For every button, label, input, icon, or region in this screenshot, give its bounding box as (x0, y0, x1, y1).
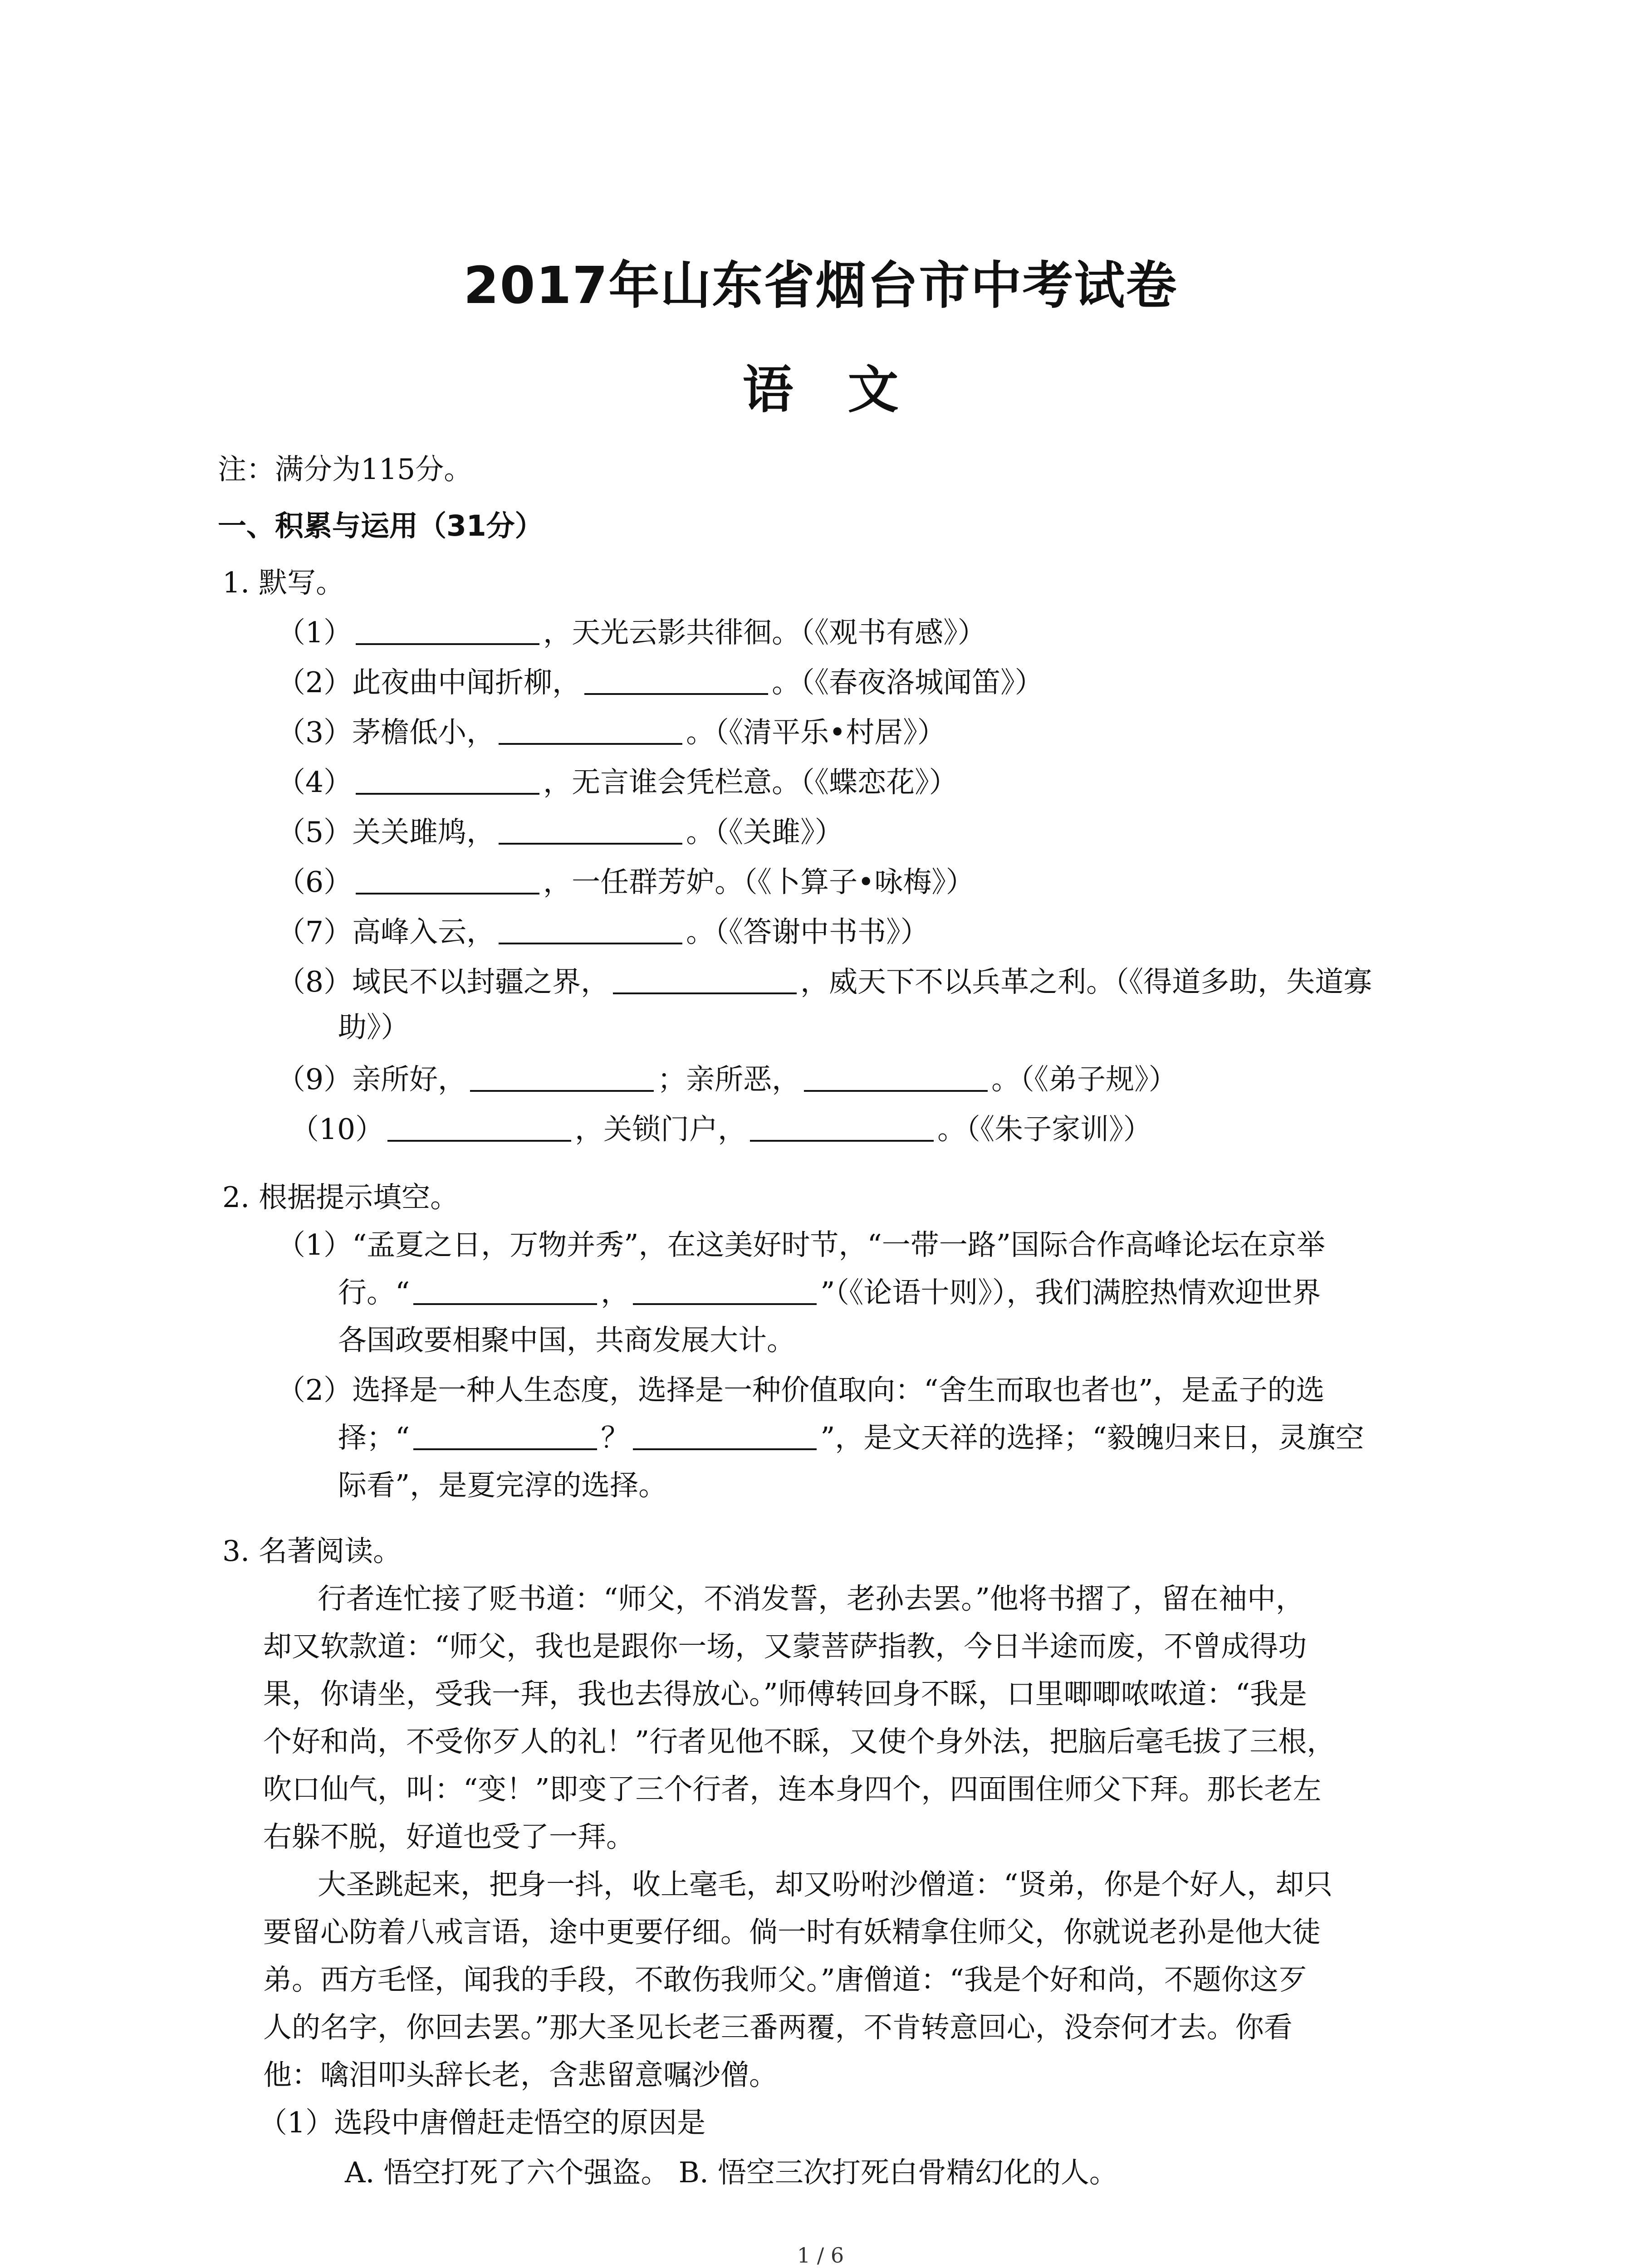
q1-item-8-cont (338, 1007, 410, 1048)
q3-sub-question-1: （1）选段中唐僧赶走悟空的原因是 (259, 2106, 706, 2139)
answer-blank[interactable] (584, 663, 768, 695)
item-number: （4） (277, 766, 353, 799)
item-number: （5） (277, 816, 353, 849)
q2-2-line-2 (338, 1418, 1364, 1458)
item-text: ，关锁门户， (575, 1113, 747, 1146)
item-text: ， (601, 1276, 630, 1309)
item-text: 域民不以封疆之界， (352, 965, 610, 998)
item-text: 。（《春夜洛城闻笛》） (772, 666, 1043, 699)
item-text: ；亲所恶， (657, 1063, 801, 1096)
item-text: 此夜曲中闻折柳， (352, 666, 581, 699)
passage-line: 行者连忙接了贬书道：“师父，不消发誓，老孙去罢。”他将书摺了，留在袖中， (318, 1582, 1304, 1615)
passage-line: 他：噙泪叩头辞长老，含悲留意嘱沙僧。 (263, 2058, 778, 2092)
passage-line: 吹口仙气，叫：“变！”即变了三个行者，连本身四个，四面围住师父下拜。那长老左 (263, 1773, 1322, 1806)
answer-blank[interactable] (356, 763, 539, 795)
q1-item-5 (277, 812, 843, 853)
q1-item-2 (277, 662, 1043, 703)
item-number: （1） (277, 616, 353, 649)
item-text: ，一任群芳妒。（《卜算子•咏梅》） (543, 865, 975, 899)
item-number: （6） (277, 865, 353, 899)
q1-item-7 (277, 912, 929, 953)
answer-blank[interactable] (356, 613, 539, 645)
answer-blank[interactable] (804, 1060, 988, 1092)
passage-line: 个好和尚，不受你歹人的礼！”行者见他不睬，又使个身外法，把脑后毫毛拔了三根， (263, 1725, 1336, 1758)
page-number: 1 / 6 (797, 2243, 844, 2268)
passage-line: 却又软款道：“师父，我也是跟你一场，又蒙菩萨指教，今日半途而废，不曾成得功 (263, 1630, 1307, 1663)
answer-blank[interactable] (356, 863, 539, 894)
section-heading: 一、积累与运用（31分） (218, 509, 544, 543)
item-number: （2） (277, 666, 353, 699)
answer-blank[interactable] (750, 1110, 934, 1142)
answer-blank[interactable] (499, 713, 682, 745)
q1-item-8 (277, 962, 1372, 1002)
item-text: ，天光云影共徘徊。（《观书有感》） (543, 616, 986, 649)
item-text: ，无言谁会凭栏意。（《蝶恋花》） (543, 766, 958, 799)
q2-2-line-3: 际看”，是夏完淳的选择。 (338, 1469, 667, 1502)
answer-blank[interactable] (633, 1273, 817, 1305)
q1-item-9 (277, 1059, 1177, 1100)
q2-1-line-3: 各国政要相聚中国，共商发展大计。 (338, 1324, 795, 1357)
q2-2-line-1: （2）选择是一种人生态度，选择是一种价值取向：“舍生而取也者也”，是孟子的选 (277, 1374, 1325, 1407)
passage-line: 大圣跳起来，把身一抖，收上毫毛，却又吩咐沙僧道：“贤弟，你是个好人，却只 (318, 1868, 1333, 1901)
subject-title: 语文 (742, 361, 953, 420)
score-note: 注：满分为115分。 (218, 453, 473, 486)
answer-blank[interactable] (413, 1273, 597, 1305)
item-text: 。（《答谢中书书》） (686, 915, 929, 948)
item-text: ”（《论语十则》），我们满腔热情欢迎世界 (820, 1276, 1321, 1309)
answer-blank[interactable] (613, 963, 797, 994)
answer-blank[interactable] (413, 1418, 597, 1450)
q1-item-4 (277, 762, 958, 803)
item-text: 高峰入云， (352, 915, 495, 948)
item-text: 行。“ (338, 1276, 410, 1309)
q1-item-6 (277, 862, 975, 903)
answer-blank[interactable] (633, 1418, 817, 1450)
item-text: 。（《弟子规》） (991, 1063, 1177, 1096)
item-text: 关关雎鸠， (352, 816, 495, 849)
exam-title: 2017年山东省烟台市中考试卷 (463, 256, 1178, 315)
passage-line: 弟。西方毛怪，闻我的手段，不敢伤我师父。”唐僧道：“我是个好和尚，不题你这歹 (263, 1963, 1307, 1996)
passage-line: 果，你请坐，受我一拜，我也去得放心。”师傅转回身不睬，口里唧唧哝哝道：“我是 (263, 1677, 1307, 1711)
item-text: 亲所好， (352, 1063, 467, 1096)
q1-item-3 (277, 712, 946, 753)
item-text: 。（《朱子家训》） (937, 1113, 1152, 1146)
item-text: 。（《关雎》） (686, 816, 843, 849)
item-text: ”，是文天祥的选择；“毅魄归来日，灵旗空 (820, 1421, 1364, 1454)
item-text: 茅檐低小， (352, 716, 495, 749)
answer-blank[interactable] (499, 813, 682, 845)
answer-blank[interactable] (470, 1060, 654, 1092)
answer-blank[interactable] (387, 1110, 571, 1142)
passage-line: 右躲不脱，好道也受了一拜。 (263, 1820, 635, 1853)
passage-line: 要留心防着八戒言语，途中更要仔细。倘一时有妖精拿住师父，你就说老孙是他大徒 (263, 1916, 1321, 1949)
item-text: 助》） (338, 1011, 410, 1044)
item-number: （8） (277, 965, 353, 998)
question-3-label: 3. 名著阅读。 (222, 1535, 402, 1568)
q1-item-1 (277, 612, 986, 653)
question-2-label: 2. 根据提示填空。 (222, 1181, 459, 1214)
item-number: （7） (277, 915, 353, 948)
q2-1-line-2 (338, 1272, 1321, 1313)
passage-line: 人的名字，你回去罢。”那大圣见长老三番两覆，不肯转意回心，没奈何才去。你看 (263, 2011, 1293, 2044)
item-text: 。（《清平乐•村居》） (686, 716, 946, 749)
item-number: （10） (290, 1113, 384, 1146)
item-text: 择；“ (338, 1421, 410, 1454)
q2-1-line-1: （1）“孟夏之日，万物并秀”，在这美好时节，“一带一路”国际合作高峰论坛在京举 (277, 1228, 1325, 1261)
item-number: （9） (277, 1063, 353, 1096)
q1-item-10 (290, 1109, 1152, 1150)
item-text: ？ (601, 1421, 630, 1454)
item-text: ，威天下不以兵革之利。（《得道多助，失道寡 (800, 965, 1372, 998)
q3-options: A. 悟空打死了六个强盗。 B. 悟空三次打死白骨精幻化的人。 (345, 2156, 1118, 2189)
item-number: （3） (277, 716, 353, 749)
answer-blank[interactable] (499, 913, 682, 944)
question-1-label: 1. 默写。 (222, 566, 345, 599)
